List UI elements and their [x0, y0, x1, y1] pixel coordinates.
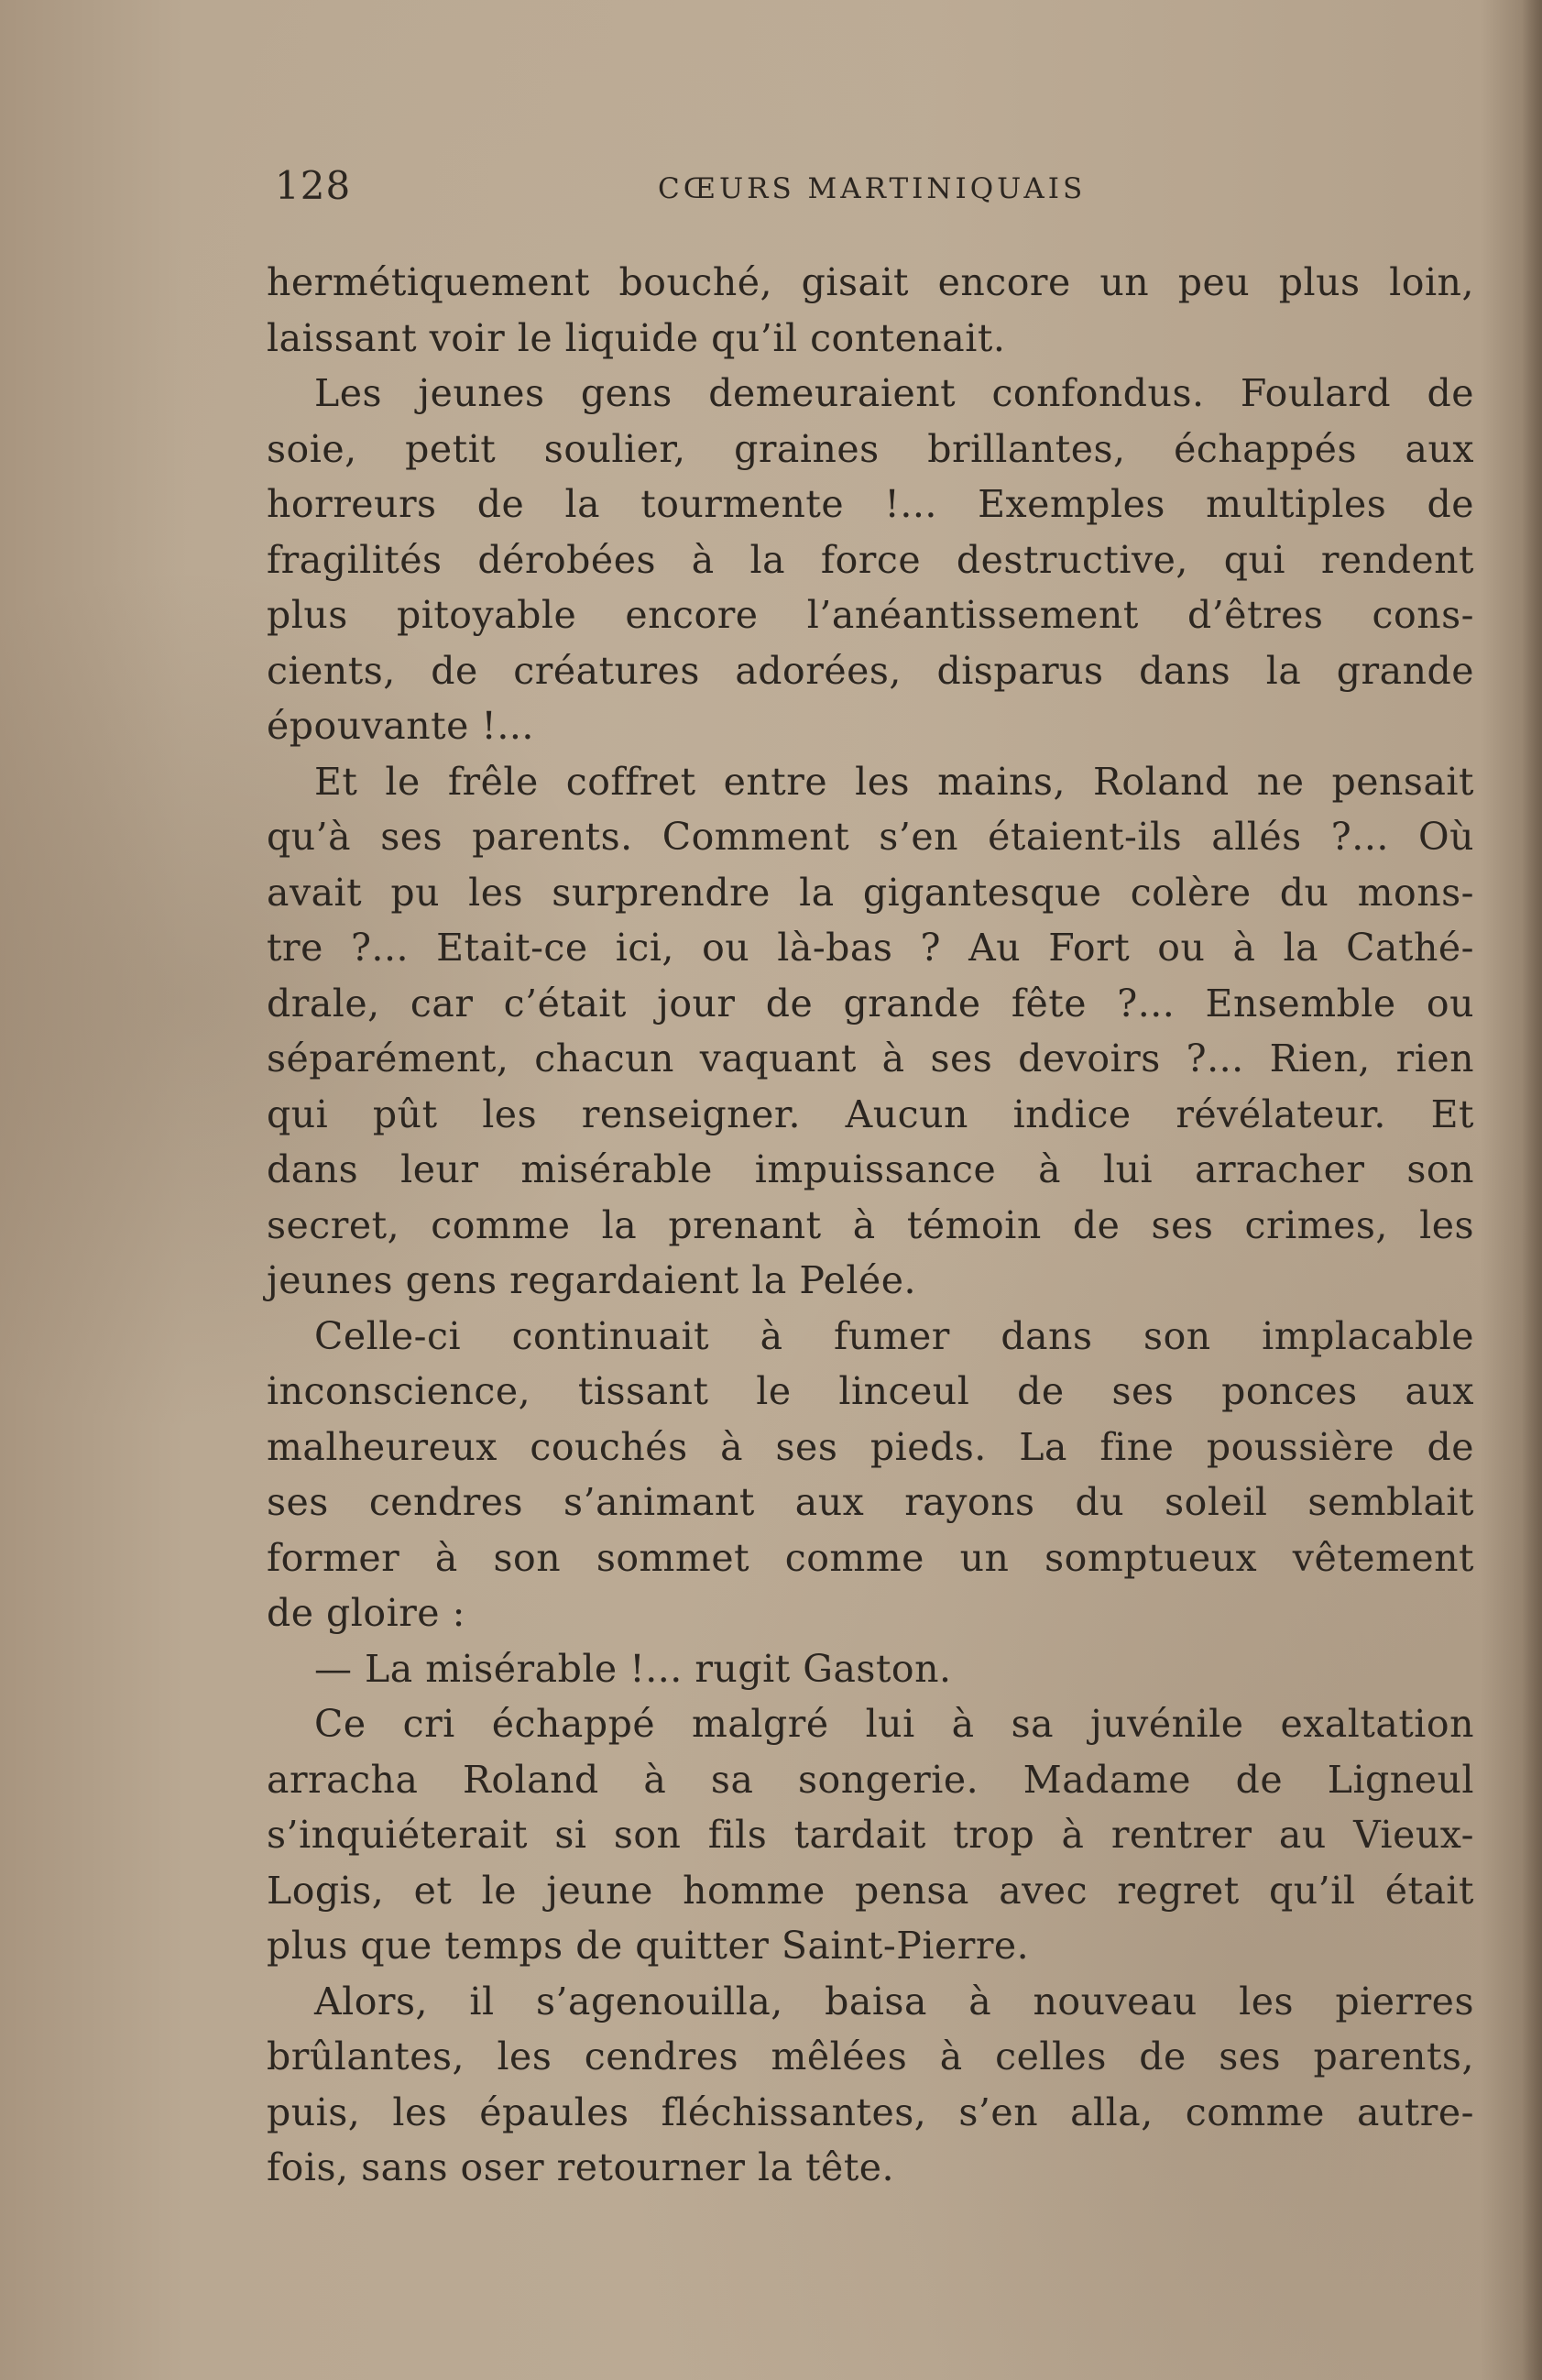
text-line: former à son sommet comme un somptueux vêtement	[267, 1535, 1474, 1580]
text-line: brûlantes, les cendres mêlées à celles de ses parents,	[267, 2035, 1474, 2078]
text-line: tre ?... Etait-ce ici, ou là-bas ? Au Fort ou à la Cathé-	[267, 926, 1474, 970]
text-line: avait pu les surprendre la gigantesque colère du mons-	[267, 870, 1474, 915]
text-line: Ce cri échappé malgré lui à sa juvénile exaltation	[314, 1702, 1474, 1746]
text-line: — La misérable !... rugit Gaston.	[314, 1646, 952, 1691]
text-line: soie, petit soulier, graines brillantes, échappés aux	[267, 426, 1474, 471]
page-number: 128	[275, 163, 352, 208]
text-line: fois, sans oser retourner la tête.	[267, 2145, 895, 2189]
page-edge-shadow	[1522, 0, 1542, 2380]
text-line: de gloire :	[267, 1591, 465, 1635]
text-line: plus pitoyable encore l’anéantissement d’êtres cons-	[267, 593, 1474, 637]
text-line: épouvante !...	[267, 704, 534, 748]
text-line: qu’à ses parents. Comment s’en étaient-ils allés ?... Où	[267, 815, 1474, 859]
text-line: cients, de créatures adorées, disparus dans la grande	[267, 648, 1474, 693]
body-text	[267, 255, 1474, 2196]
text-line: ses cendres s’animant aux rayons du soleil semblait	[267, 1480, 1474, 1524]
text-line: drale, car c’était jour de grande fête ?... Ensemble ou	[267, 981, 1474, 1025]
text-line: laissant voir le liquide qu’il contenait.	[267, 315, 1006, 360]
text-line: Alors, il s’agenouilla, baisa à nouveau les pierres	[314, 1979, 1474, 2024]
text-line: secret, comme la prenant à témoin de ses crimes, les	[267, 1202, 1474, 1247]
text-line: dans leur misérable impuissance à lui arracher son	[267, 1147, 1474, 1191]
text-line: Et le frêle coffret entre les mains, Roland ne pensait	[314, 759, 1474, 804]
text-line: arracha Roland à sa songerie. Madame de Ligneul	[267, 1757, 1474, 1802]
text-line: plus que temps de quitter Saint-Pierre.	[267, 1924, 1030, 1968]
text-line: hermétiquement bouché, gisait encore un peu plus loin,	[267, 260, 1474, 304]
text-line: s’inquiéterait si son fils tardait trop à rentrer au Vieux-	[267, 1813, 1474, 1857]
page-header	[275, 163, 1484, 218]
text-line: qui pût les renseigner. Aucun indice révélateur. Et	[267, 1091, 1474, 1136]
text-line: Les jeunes gens demeuraient confondus. Foulard de	[314, 371, 1474, 415]
text-line: Celle-ci continuait à fumer dans son implacable	[314, 1313, 1474, 1358]
text-line: fragilités dérobées à la force destructive, qui rendent	[267, 537, 1474, 582]
text-line: séparément, chacun vaquant à ses devoirs ?... Rien, rien	[267, 1036, 1474, 1080]
text-line: jeunes gens regardaient la Pelée.	[267, 1258, 917, 1302]
text-line: inconscience, tissant le linceul de ses ponces aux	[267, 1369, 1474, 1413]
text-line: malheureux couchés à ses pieds. La fine poussière de	[267, 1424, 1474, 1469]
running-title: CŒURS MARTINIQUAIS	[658, 172, 1087, 205]
text-line: puis, les épaules fléchissantes, s’en alla, comme autre-	[267, 2089, 1474, 2134]
text-line: Logis, et le jeune homme pensa avec regret qu’il était	[267, 1868, 1474, 1913]
text-line: horreurs de la tourmente !... Exemples multiples de	[267, 482, 1474, 526]
